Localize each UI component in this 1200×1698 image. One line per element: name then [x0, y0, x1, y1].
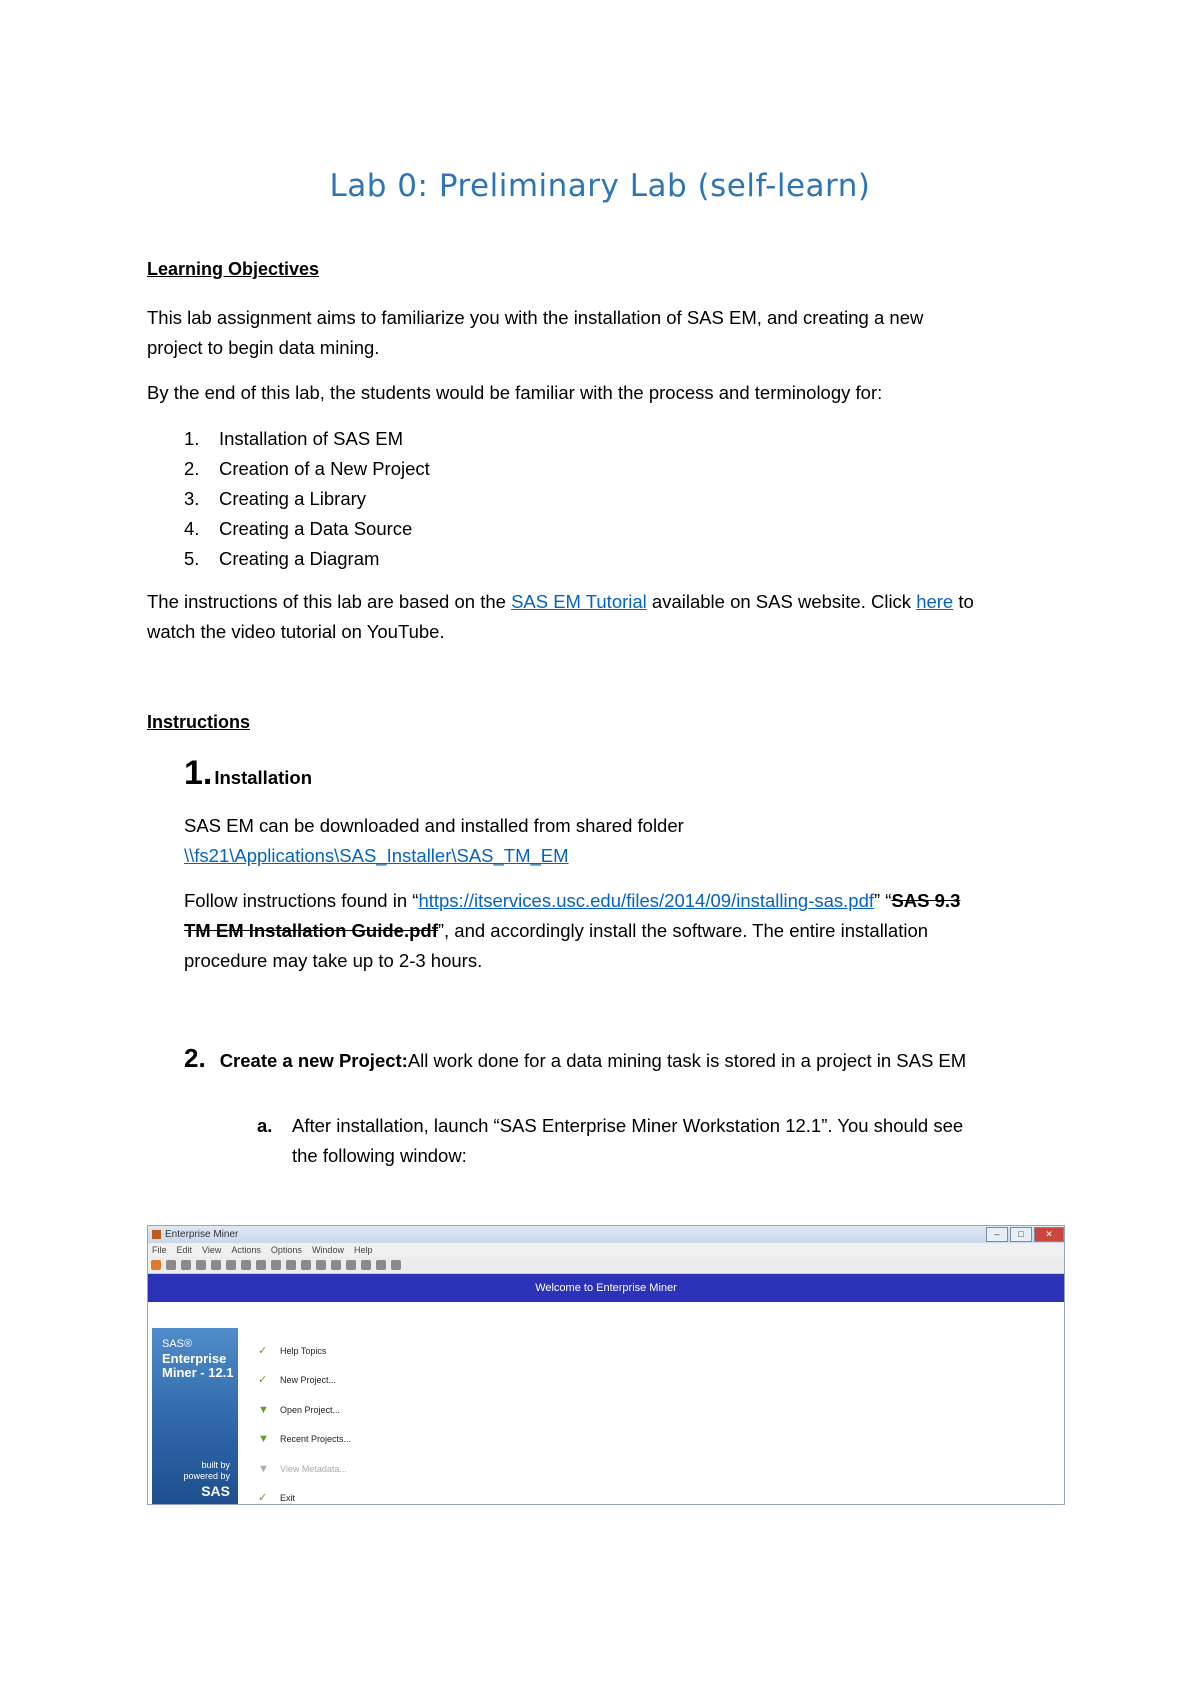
- new-project-icon[interactable]: [151, 1260, 161, 1270]
- menu-view[interactable]: View: [202, 1245, 222, 1255]
- list-item: 3. Creating a Library: [184, 488, 367, 509]
- intro-line-2: project to begin data mining.: [147, 337, 380, 358]
- open-icon[interactable]: [166, 1260, 176, 1270]
- copy-icon[interactable]: [226, 1260, 236, 1270]
- list-item: 2. Creation of a New Project: [184, 458, 430, 479]
- chart-icon[interactable]: [286, 1260, 296, 1270]
- grid-icon[interactable]: [256, 1260, 266, 1270]
- app-icon: [152, 1230, 161, 1239]
- maximize-icon[interactable]: □: [1010, 1227, 1032, 1242]
- list-item: 1. Installation of SAS EM: [184, 428, 404, 449]
- sas-brand-panel: SAS® Enterprise Miner - 12.1 built by powered by SAS: [152, 1328, 238, 1504]
- intro-line-1: This lab assignment aims to familiarize you with the installation of SAS EM, and creating a new: [147, 307, 924, 328]
- menu-file[interactable]: File: [152, 1245, 167, 1255]
- welcome-banner: Welcome to Enterprise Miner: [148, 1274, 1064, 1302]
- enterprise-miner-screenshot: [147, 1225, 1065, 1505]
- table-icon[interactable]: [271, 1260, 281, 1270]
- log-icon[interactable]: [361, 1260, 371, 1270]
- help-icon[interactable]: [391, 1260, 401, 1270]
- stop-icon[interactable]: [316, 1260, 326, 1270]
- settings-icon[interactable]: [346, 1260, 356, 1270]
- step-1-follow: Follow instructions found in “https://itservices.usc.edu/files/2014/09/installing-sas.pdf” “SAS 9.3 TM EM Installation Guide.pdf”, and accordingly install the software. The entire installation procedure may take up to 2-3 hours.: [184, 890, 961, 971]
- intro-paragraph: [147, 303, 923, 363]
- recent-projects-item[interactable]: ▼ Recent Projects...: [258, 1433, 352, 1446]
- objectives-list: [184, 424, 430, 574]
- refresh-icon[interactable]: [376, 1260, 386, 1270]
- cut-icon[interactable]: [211, 1260, 221, 1270]
- open-project-item[interactable]: ▼ Open Project...: [258, 1403, 341, 1416]
- view-metadata-item: ▼ View Metadata...: [258, 1462, 347, 1475]
- menu-window[interactable]: Window: [311, 1245, 344, 1255]
- youtube-here-link[interactable]: here: [916, 591, 954, 612]
- results-icon[interactable]: [331, 1260, 341, 1270]
- arrow-icon: ✓: [258, 1374, 268, 1387]
- installing-sas-pdf-link[interactable]: https://itservices.usc.edu/files/2014/09/installing-sas.pdf: [418, 890, 874, 911]
- page-title: Lab 0: Preliminary Lab (self-learn): [329, 168, 871, 204]
- minimize-icon[interactable]: –: [986, 1227, 1008, 1242]
- step-1-heading: 1. Installation: [184, 754, 313, 792]
- run-icon[interactable]: [301, 1260, 311, 1270]
- new-project-item[interactable]: ✓ New Project...: [258, 1374, 337, 1387]
- step-1-download: SAS EM can be downloaded and installed from shared folder \\fs21\Applications\SAS_Installer\SAS_TM_EM: [184, 815, 684, 866]
- arrow-icon: ▼: [258, 1403, 269, 1416]
- close-icon[interactable]: ✕: [1034, 1227, 1064, 1242]
- sas-em-tutorial-link[interactable]: SAS EM Tutorial: [511, 591, 647, 612]
- window-titlebar: Enterprise Miner – □ ✕: [148, 1226, 1064, 1243]
- menu-actions[interactable]: Actions: [231, 1245, 261, 1255]
- instructions-heading: Instructions: [147, 712, 251, 732]
- toolbar: [148, 1257, 1064, 1274]
- step-2a: a. After installation, launch “SAS Enterprise Miner Workstation 12.1”. You should see the following window:: [257, 1115, 964, 1166]
- arrow-icon: ✓: [258, 1344, 268, 1357]
- delete-icon[interactable]: [196, 1260, 206, 1270]
- arrow-icon: ✓: [258, 1492, 268, 1505]
- list-item: 4. Creating a Data Source: [184, 518, 413, 539]
- menu-help[interactable]: Help: [353, 1245, 373, 1255]
- welcome-menu: [258, 1336, 351, 1505]
- list-item: 5. Creating a Diagram: [184, 548, 380, 569]
- tutorial-paragraph: The instructions of this lab are based on the SAS EM Tutorial available on SAS website. Click here to watch the video tutorial on YouTube.: [147, 591, 974, 642]
- menu-bar: [148, 1243, 1064, 1257]
- menu-edit[interactable]: Edit: [176, 1245, 193, 1255]
- arrow-icon: ▼: [258, 1433, 269, 1446]
- save-icon[interactable]: [181, 1260, 191, 1270]
- shared-folder-link[interactable]: \\fs21\Applications\SAS_Installer\SAS_TM_EM: [184, 845, 569, 866]
- familiar-paragraph: By the end of this lab, the students would be familiar with the process and terminology for:: [147, 382, 883, 403]
- exit-item[interactable]: ✓ Exit: [258, 1492, 296, 1505]
- paste-icon[interactable]: [241, 1260, 251, 1270]
- menu-options[interactable]: Options: [270, 1245, 302, 1255]
- learning-objectives-heading: Learning Objectives: [147, 259, 320, 279]
- help-topics-item[interactable]: ✓ Help Topics: [258, 1344, 327, 1357]
- arrow-icon: ▼: [258, 1462, 269, 1475]
- step-2-heading: 2. Create a new Project: All work done for a data mining task is stored in a project in SAS EM: [184, 1043, 967, 1073]
